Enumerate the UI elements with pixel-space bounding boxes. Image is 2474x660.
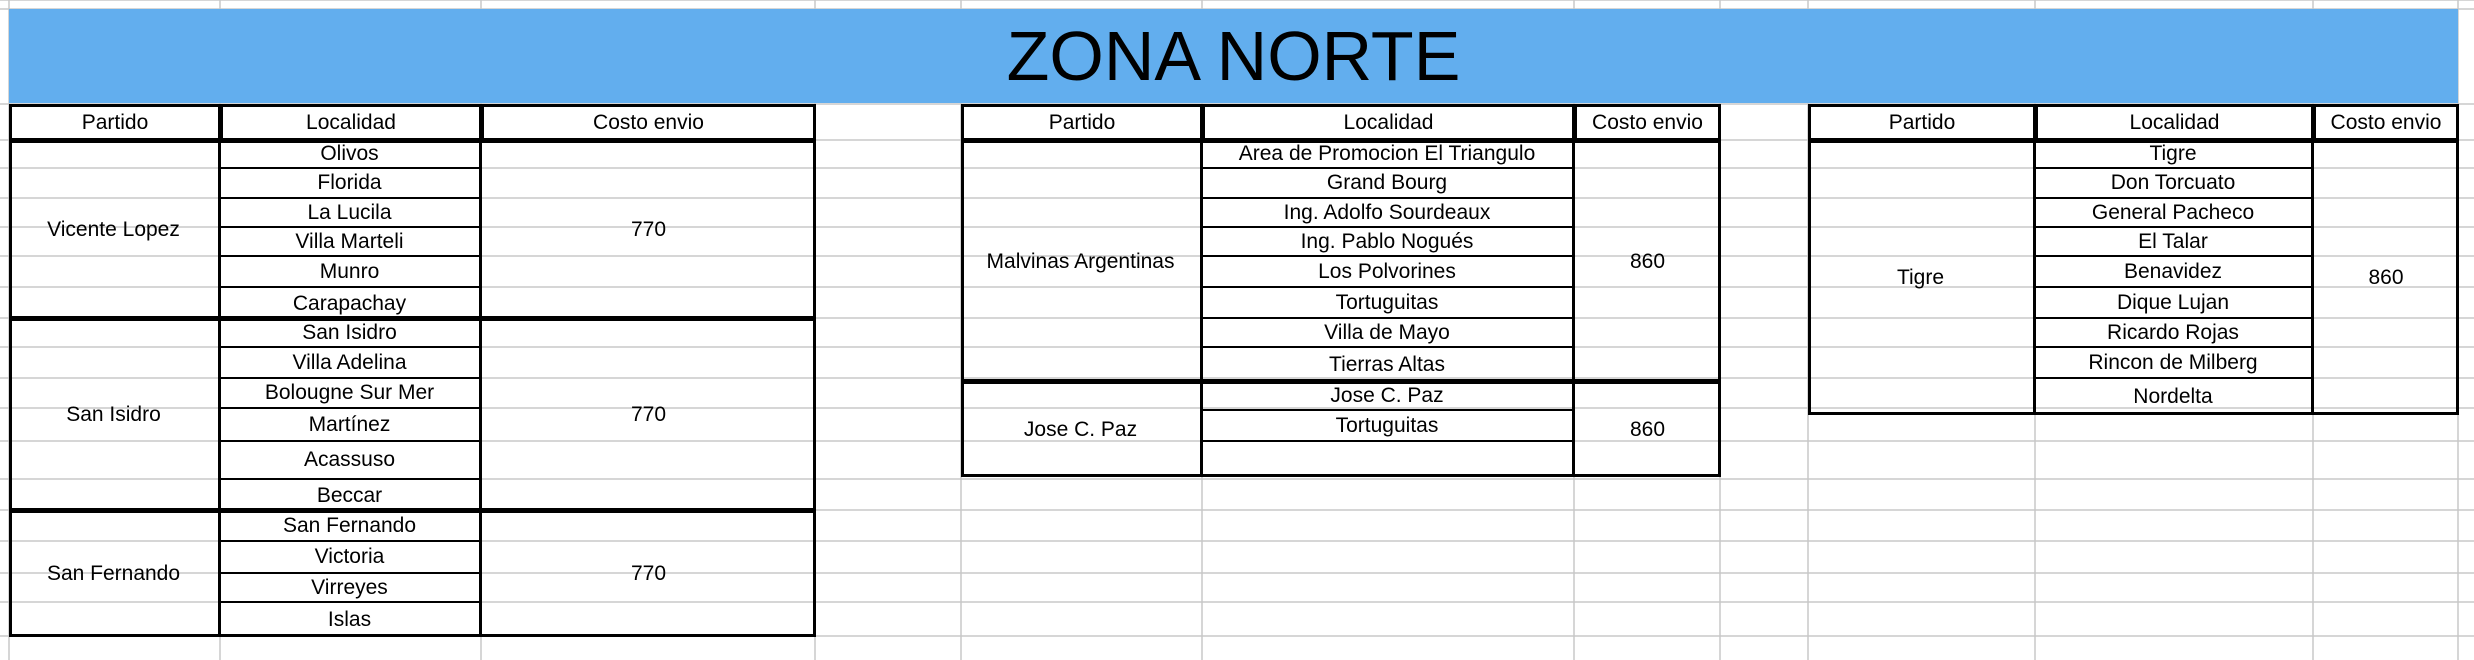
localidad-cell[interactable]: Tortuguitas [1202, 410, 1575, 442]
localidad-cell[interactable]: Tierras Altas [1202, 347, 1575, 382]
localidad-cell[interactable]: Martínez [220, 408, 482, 442]
localidad-cell[interactable]: Olivos [220, 140, 482, 169]
header-localidad[interactable]: Localidad [2035, 104, 2314, 141]
localidad-cell[interactable]: San Fernando [220, 510, 482, 542]
localidad-cell[interactable]: Florida [220, 168, 482, 199]
localidad-cell[interactable]: Acassuso [220, 441, 482, 480]
header-partido[interactable]: Partido [961, 104, 1203, 141]
localidad-cell[interactable]: General Pacheco [2035, 198, 2314, 228]
localidad-cell[interactable]: Virreyes [220, 573, 482, 603]
localidad-cell[interactable]: Villa de Mayo [1202, 318, 1575, 348]
localidad-cell[interactable]: Victoria [220, 541, 482, 574]
localidad-cell[interactable]: Ing. Adolfo Sourdeaux [1202, 198, 1575, 228]
localidad-cell[interactable]: Jose C. Paz [1202, 381, 1575, 411]
localidad-cell[interactable]: Tortuguitas [1202, 287, 1575, 319]
localidad-cell[interactable]: Villa Marteli [220, 227, 482, 257]
partido-cell[interactable]: Vicente Lopez [9, 140, 221, 319]
zone-title-banner[interactable] [9, 9, 2458, 103]
costo-cell[interactable]: 770 [630, 403, 667, 426]
localidad-cell[interactable]: Villa Adelina [220, 347, 482, 379]
localidad-cell[interactable]: El Talar [2035, 227, 2314, 257]
localidad-cell[interactable]: Beccar [220, 479, 482, 511]
localidad-cell[interactable]: Benavidez [2035, 256, 2314, 288]
partido-cell[interactable]: Tigre [1808, 140, 2036, 415]
localidad-cell[interactable]: Grand Bourg [1202, 168, 1575, 199]
costo-cell[interactable]: 860 [1629, 249, 1666, 273]
header-localidad[interactable]: Localidad [220, 104, 482, 141]
header-costo-envio[interactable]: Costo envio [1574, 104, 1721, 141]
localidad-cell[interactable]: Tigre [2035, 140, 2314, 169]
localidad-cell[interactable]: Dique Lujan [2035, 287, 2314, 319]
localidad-cell[interactable]: Nordelta [2035, 378, 2314, 415]
localidad-cell[interactable] [1202, 441, 1575, 477]
localidad-cell[interactable]: Ricardo Rojas [2035, 318, 2314, 348]
partido-cell[interactable]: Malvinas Argentinas [961, 140, 1203, 382]
costo-cell[interactable]: 770 [630, 562, 667, 585]
header-partido[interactable]: Partido [1808, 104, 2036, 141]
localidad-cell[interactable]: Los Polvorines [1202, 256, 1575, 288]
localidad-cell[interactable]: Bolougne Sur Mer [220, 378, 482, 409]
costo-cell[interactable]: 860 [1629, 417, 1666, 441]
partido-cell[interactable]: San Fernando [9, 510, 221, 637]
localidad-cell[interactable]: Don Torcuato [2035, 168, 2314, 199]
localidad-cell[interactable]: Rincon de Milberg [2035, 347, 2314, 379]
header-costo-envio[interactable]: Costo envio [2313, 104, 2459, 141]
partido-cell[interactable]: San Isidro [9, 318, 221, 511]
localidad-cell[interactable]: Islas [220, 602, 482, 637]
localidad-cell[interactable]: San Isidro [220, 318, 482, 348]
header-localidad[interactable]: Localidad [1202, 104, 1575, 141]
localidad-cell[interactable]: Munro [220, 256, 482, 288]
partido-cell[interactable]: Jose C. Paz [961, 381, 1203, 477]
header-partido[interactable]: Partido [9, 104, 221, 141]
localidad-cell[interactable]: La Lucila [220, 198, 482, 228]
zone-title: ZONA NORTE [1006, 17, 1461, 95]
costo-cell[interactable]: 770 [630, 218, 667, 241]
localidad-cell[interactable]: Area de Promocion El Triangulo [1202, 140, 1575, 169]
costo-cell[interactable]: 860 [2368, 266, 2404, 289]
localidad-cell[interactable]: Carapachay [220, 287, 482, 319]
localidad-cell[interactable]: Ing. Pablo Nogués [1202, 227, 1575, 257]
header-costo-envio[interactable]: Costo envio [481, 104, 816, 141]
